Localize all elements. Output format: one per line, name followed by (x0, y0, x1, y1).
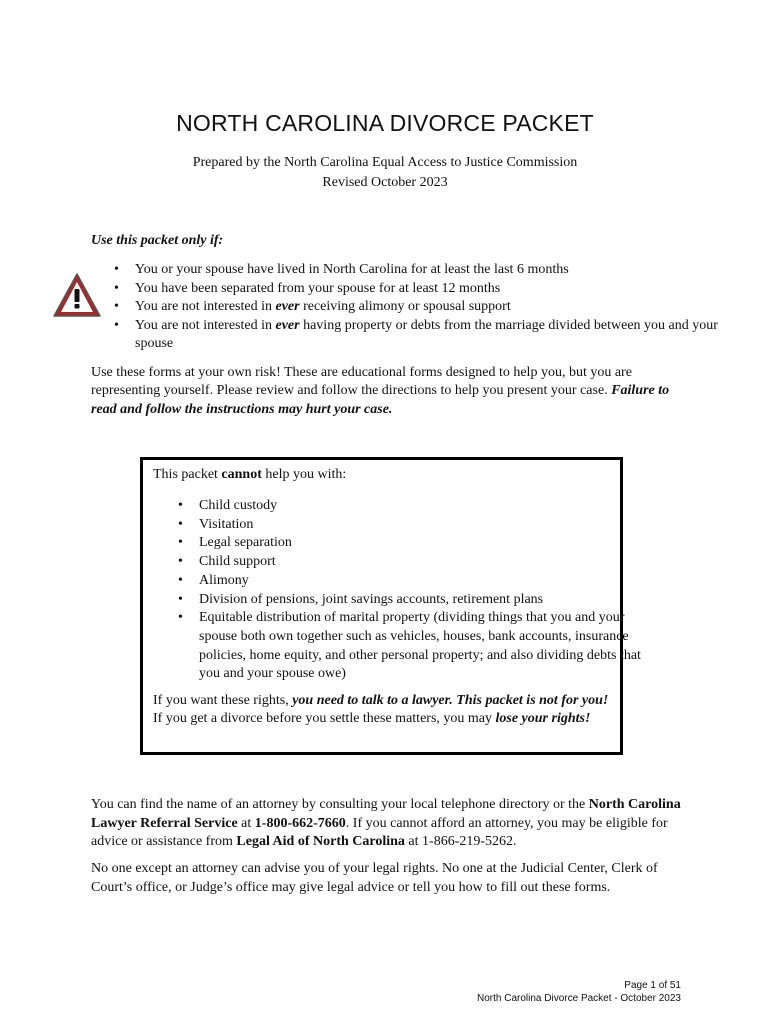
subtitle (0, 153, 770, 193)
footer-doc-title: North Carolina Divorce Packet - October 2023 (477, 993, 681, 1004)
page-number: Page 1 of 51 (624, 980, 681, 991)
eligibility-item: • You are not interested in ever receiving alimony or spousal support (135, 298, 735, 317)
risk-notice: Use these forms at your own risk! These are educational forms designed to help you, but you are representing yourself. Please review and follow the directions to help you present your case. Failure to read and follow the instructions may hurt your case. (91, 365, 670, 417)
eligibility-item: • You or your spouse have lived in North Carolina for at least the last 6 months (135, 261, 735, 280)
list-item: • Alimony (199, 572, 659, 591)
lawyer-warning: If you want these rights, you need to talk to a lawyer. This packet is not for you! If you get a divorce before you settle these matters, you may lose your rights! (153, 693, 609, 727)
list-item: • Equitable distribution of marital property (dividing things that you and your spouse both own together such as vehicles, houses, bank accounts, insurance policies, home equity, and other personal property; and also dividing debts that you and your spouse owe) (199, 609, 659, 684)
revised-date: Revised October 2023 (322, 175, 448, 190)
list-item: • Legal separation (199, 534, 659, 553)
eligibility-item: • You are not interested in ever having property or debts from the marriage divided between you and your spouse (135, 317, 735, 354)
list-item: • Visitation (199, 516, 659, 535)
eligibility-list (91, 261, 735, 354)
list-item: • Child custody (199, 497, 659, 516)
prepared-by: Prepared by the North Carolina Equal Access to Justice Commission (192, 155, 578, 170)
use-only-heading: Use this packet only if: (91, 233, 224, 248)
cannot-help-box (140, 457, 641, 755)
page-footer (477, 979, 681, 1005)
eligibility-item: • You have been separated from your spouse for at least 12 months (135, 280, 735, 299)
no-legal-advice-notice: No one except an attorney can advise you of your legal rights. No one at the Judicial Center, Clerk of Court’s office, or Judge’s office may give legal advice or tell you how to fill out these forms. (91, 861, 658, 895)
list-item: • Division of pensions, joint savings accounts, retirement plans (199, 591, 659, 610)
cannot-help-intro: This packet cannot help you with: (153, 467, 347, 482)
page-title: NORTH CAROLINA DIVORCE PACKET (176, 110, 594, 136)
attorney-referral: You can find the name of an attorney by consulting your local telephone directory or the North Carolina Lawyer Referral Service at 1-800-662-7660. If you cannot afford an attorney, you may be eligible for advice or assistance from Legal Aid of North Carolina at 1-866-219-5262. (91, 797, 681, 850)
list-item: • Child support (199, 553, 659, 572)
cannot-help-list (153, 497, 659, 684)
